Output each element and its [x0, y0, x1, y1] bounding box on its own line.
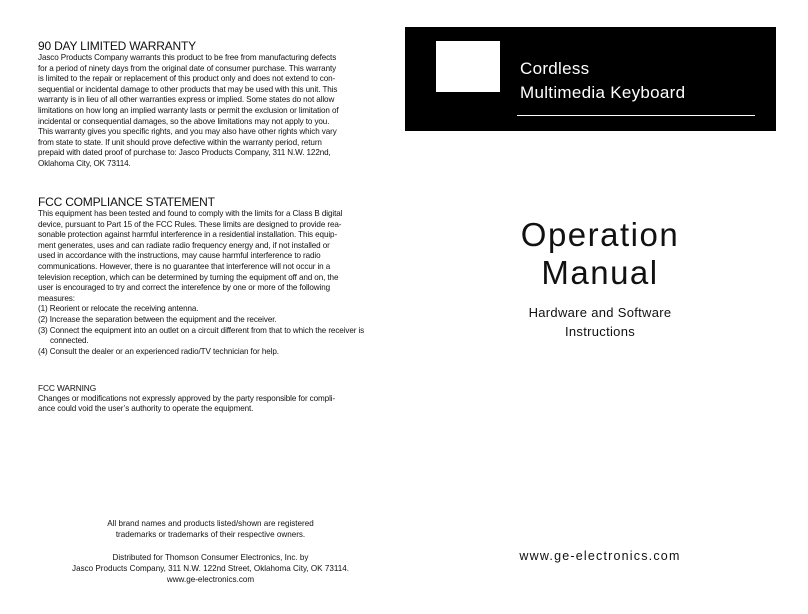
- fcc-warning-section: [38, 383, 383, 415]
- warranty-line: Oklahoma City, OK 73114.: [38, 158, 131, 168]
- fcc-heading: FCC COMPLIANCE STATEMENT: [38, 195, 215, 209]
- warranty-line: limitations on how long an implied warranty lasts or permit the exclusion or limitation of: [38, 105, 339, 115]
- product-name-line2: Multimedia Keyboard: [520, 83, 686, 102]
- trademark-line: All brand names and products listed/shown are registered: [107, 519, 314, 528]
- warranty-heading: 90 DAY LIMITED WARRANTY: [38, 39, 196, 53]
- warranty-line: for a period of ninety days from the original date of consumer purchase. This warranty: [38, 63, 337, 73]
- warranty-line: This warranty gives you specific rights, and you may also have other rights which vary: [38, 127, 337, 137]
- fcc-warning-heading: FCC WARNING: [38, 383, 97, 393]
- product-name-line1: Cordless: [520, 59, 590, 78]
- distribution-note: [38, 553, 383, 585]
- cover-banner: [405, 17, 776, 131]
- fcc-line: television reception, which can be determined by turning the equipment off and on, the: [38, 272, 339, 282]
- list-item: (1) Reorient or relocate the receiving antenna.: [38, 304, 199, 314]
- warranty-line: from state to state. If unit should prove defective within the warranty period, return: [38, 137, 322, 147]
- fcc-section: [38, 196, 383, 357]
- manual-subtitle: [480, 303, 720, 341]
- banner-divider: [517, 115, 755, 116]
- warranty-line: incidental or consequential damages, so the above limitations may not apply to you.: [38, 116, 330, 126]
- warranty-line: warranty is in lieu of all other warranties express or implied. Some states do not allow: [38, 95, 335, 105]
- distribution-line: Jasco Products Company, 311 N.W. 122nd Street, Oklahoma City, OK 73114.: [72, 563, 349, 573]
- title-line1: Operation: [520, 216, 680, 253]
- fcc-line: used in accordance with the instructions, may cause harmful interference to radio: [38, 251, 321, 261]
- list-item: (3) Connect the equipment into an outlet on a circuit different from that to which the receiver is connected.: [38, 325, 365, 346]
- fcc-measures-list: [38, 304, 383, 357]
- warranty-line: prepaid with dated proof of purchase to: Jasco Products Company, 311 N.W. 122nd,: [38, 148, 331, 158]
- subtitle-line2: Instructions: [564, 324, 636, 339]
- list-item: (4) Consult the dealer or an experienced radio/TV technician for help.: [38, 346, 279, 356]
- fcc-line: device, pursuant to Part 15 of the FCC Rules. These limits are designed to provide rea-: [38, 219, 342, 229]
- manual-title: [480, 216, 720, 292]
- trademark-note: [38, 519, 383, 541]
- distribution-website: www.ge-electronics.com: [166, 574, 255, 584]
- fcc-line: sonable protection against harmful interference in a residential installation. This equip-: [38, 230, 338, 240]
- fcc-line: This equipment has been tested and found to comply with the limits for a Class B digital: [38, 209, 343, 218]
- cover-website: www.ge-electronics.com: [519, 549, 681, 563]
- fcc-line: communications. However, there is no guarantee that interference will not occur in a: [38, 261, 331, 271]
- warranty-section: [38, 40, 383, 170]
- warranty-line: sequential or incidental damage to other products that may be used with this unit. This: [38, 84, 338, 94]
- fcc-line: measures:: [38, 293, 75, 303]
- fcc-warning-line: Changes or modifications not expressly approved by the party responsible for compli-: [38, 393, 336, 403]
- trademark-line: trademarks or trademarks of their respective owners.: [115, 529, 306, 539]
- fcc-line: ment generates, uses and can radiate radio frequency energy and, if not installed or: [38, 240, 330, 250]
- warranty-line: Jasco Products Company warrants this product to be free from manufacturing defects: [38, 53, 337, 62]
- warranty-line: is limited to the repair or replacement of this product only and does not extend to con-: [38, 74, 336, 84]
- subtitle-line1: Hardware and Software: [528, 305, 672, 320]
- title-line2: Manual: [541, 254, 659, 291]
- fcc-line: user is encouraged to try and correct the interefence by one or more of the following: [38, 283, 331, 293]
- fcc-warning-line: ance could void the user’s authority to operate the equipment.: [38, 404, 254, 414]
- distribution-line: Distributed for Thomson Consumer Electronics, Inc. by: [112, 553, 309, 562]
- model-number: HO97790: [715, 17, 766, 29]
- list-item: (2) Increase the separation between the equipment and the receiver.: [38, 314, 277, 324]
- logo-placeholder: [436, 41, 500, 92]
